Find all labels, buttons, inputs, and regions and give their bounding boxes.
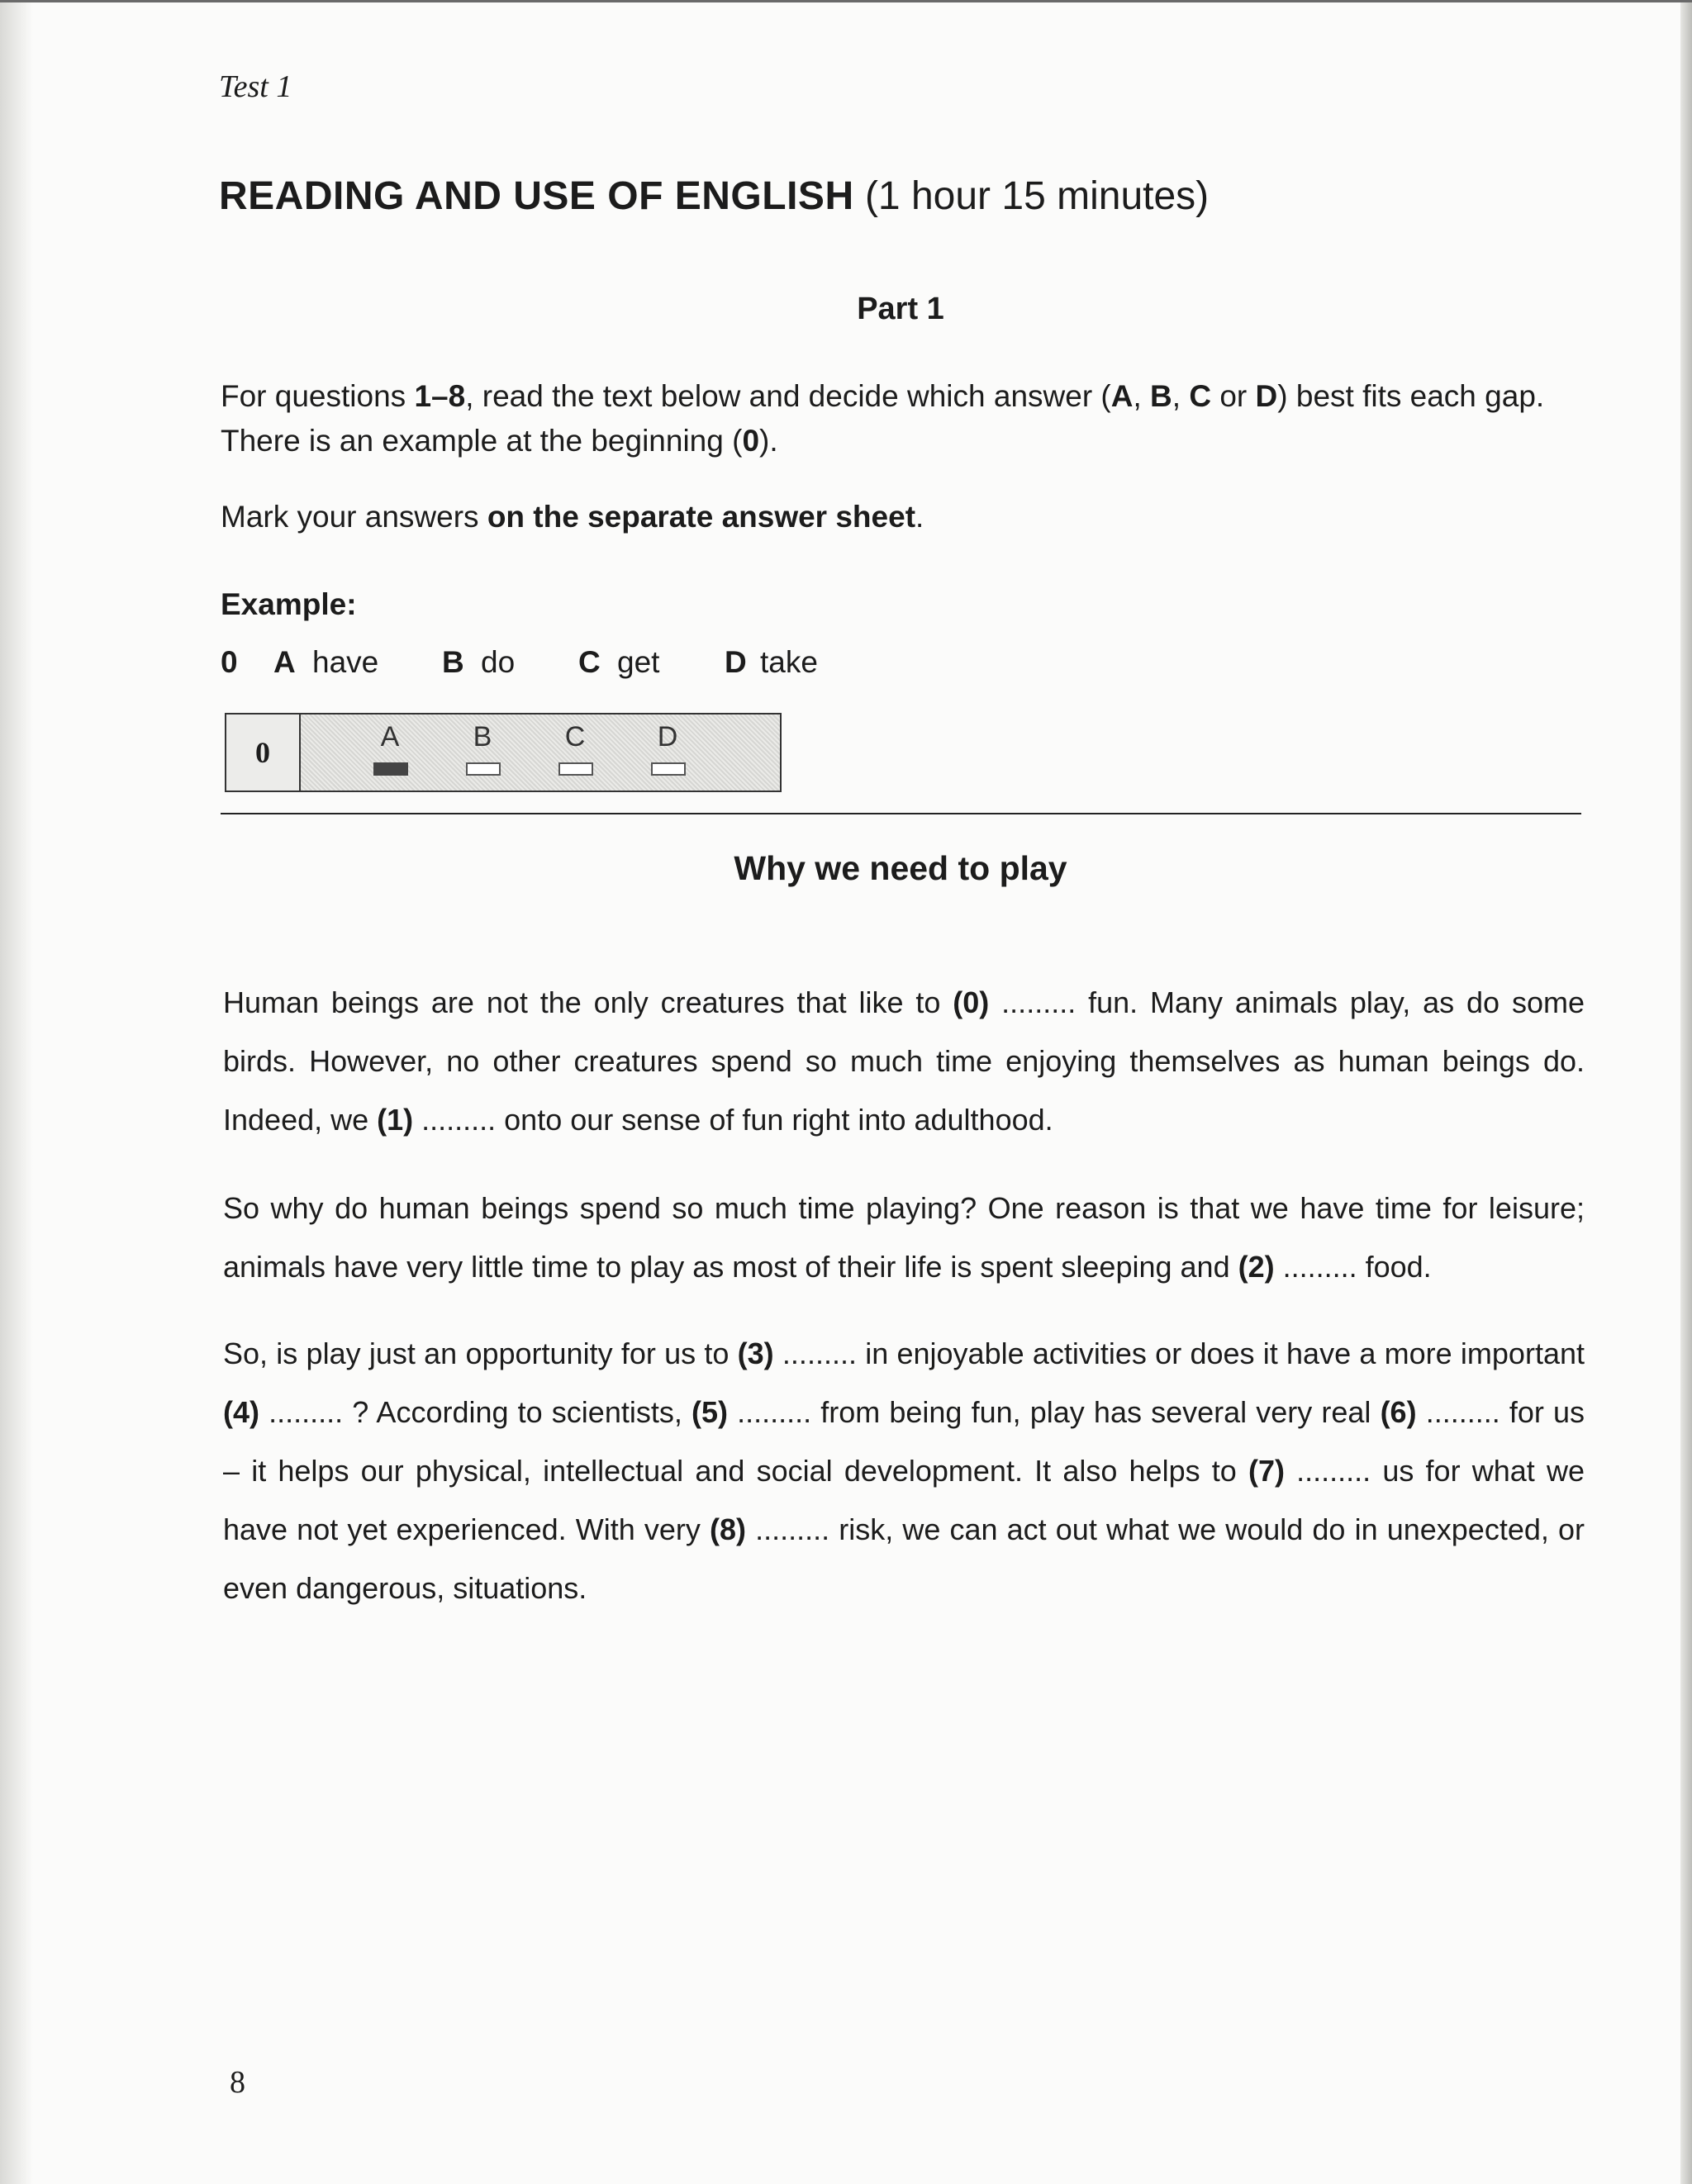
- instr-text: ,: [1172, 379, 1190, 413]
- example-option-letter: B: [442, 645, 464, 679]
- section-title-duration: (1 hour 15 minutes): [853, 174, 1210, 218]
- example-option-letter: C: [578, 645, 601, 679]
- para-text: ......... us for what we have not yet experienced. With very: [223, 1454, 1585, 1546]
- example-option-word: get: [617, 645, 660, 679]
- example-number: 0: [221, 645, 238, 679]
- answer-box-letter: D: [657, 721, 678, 753]
- answer-box-number: 0: [226, 715, 301, 791]
- paragraph-2: [223, 1179, 1585, 1296]
- gap-number: (7): [1248, 1454, 1285, 1488]
- instr-letter-a: A: [1110, 379, 1134, 413]
- para-text: So why do human beings spend so much time playing? One reason is that we have time for leisure; animals have very little time to play as most of their life is spent sleeping and: [223, 1191, 1585, 1284]
- gap-number: (2): [1238, 1250, 1275, 1284]
- example-option-word: have: [312, 645, 379, 679]
- instr-text: ) best fits each gap. There is an example at the beginning (: [221, 379, 1545, 458]
- section-title-bold: READING AND USE OF ENGLISH: [219, 174, 854, 218]
- part-title: Part 1: [857, 292, 944, 326]
- instr-text: or: [1211, 379, 1256, 413]
- paragraph-1: [223, 973, 1585, 1149]
- para-text: ......... food.: [1274, 1250, 1432, 1284]
- instr-letter-b: B: [1150, 379, 1172, 413]
- para-text: Human beings are not the only creatures that like to: [223, 985, 953, 1019]
- gap-number: (6): [1380, 1395, 1417, 1429]
- instr-text: .: [915, 500, 924, 534]
- instr-text: For questions: [221, 379, 415, 413]
- para-text: So, is play just an opportunity for us to: [223, 1337, 738, 1370]
- answer-sheet-instruction: [221, 500, 924, 534]
- instr-range: 1–8: [414, 379, 466, 413]
- para-text: ......... ? According to scientists,: [259, 1395, 692, 1429]
- para-text: ......... fun. Many animals play, as do some birds. However, no other creatures spend so much time enjoying themselves as human beings do. Indeed, we: [223, 985, 1585, 1137]
- answer-box-letter: B: [473, 721, 492, 753]
- gap-number: (0): [953, 985, 990, 1019]
- running-head: Test 1: [219, 69, 292, 104]
- book-spine-shadow: [0, 2, 33, 2184]
- gap-number: (1): [377, 1103, 414, 1137]
- answer-box-letter: C: [564, 721, 586, 753]
- page-edge: [1680, 2, 1692, 2184]
- instr-example-number: 0: [742, 424, 760, 458]
- instr-text: ).: [759, 424, 778, 458]
- para-text: ......... onto our sense of fun right into adulthood.: [413, 1103, 1053, 1137]
- gap-number: (5): [691, 1395, 728, 1429]
- answer-mark-c: [558, 762, 593, 776]
- instructions: [221, 374, 1592, 463]
- gap-number: (3): [737, 1337, 774, 1370]
- instr-letter-c: C: [1189, 379, 1212, 413]
- instr-text: , read the text below and decide which answer (: [465, 379, 1111, 413]
- para-text: ......... from being fun, play has several very real: [727, 1395, 1381, 1429]
- answer-box-letter: A: [380, 721, 400, 753]
- instr-text: Mark your answers: [221, 500, 487, 534]
- answer-mark-a: [373, 762, 408, 776]
- paragraph-3: [223, 1324, 1585, 1617]
- section-title: [219, 173, 1209, 219]
- gap-number: (8): [709, 1512, 746, 1546]
- example-option-letter: D: [725, 645, 747, 679]
- answer-mark-b: [466, 762, 501, 776]
- text-title: Why we need to play: [734, 849, 1067, 887]
- example-label: Example:: [221, 587, 357, 621]
- instr-emphasis: on the separate answer sheet: [487, 500, 916, 534]
- gap-number: (4): [223, 1395, 259, 1429]
- example-options: [221, 645, 964, 686]
- example-option-word: do: [481, 645, 516, 679]
- instr-letter-d: D: [1255, 379, 1278, 413]
- page-number: 8: [230, 2065, 245, 2100]
- instr-text: ,: [1133, 379, 1151, 413]
- para-text: ......... for us – it helps our physical, intellectual and social development. It also helps to: [223, 1395, 1585, 1488]
- para-text: ......... in enjoyable activities or does it have a more important: [773, 1337, 1585, 1370]
- example-option-word: take: [760, 645, 818, 679]
- divider-line: [221, 813, 1581, 814]
- answer-mark-d: [651, 762, 686, 776]
- answer-box-grid: [301, 715, 780, 791]
- example-option-letter: A: [273, 645, 296, 679]
- example-answer-box: [225, 713, 782, 792]
- para-text: ......... risk, we can act out what we would do in unexpected, or even dangerous, situations.: [223, 1512, 1585, 1605]
